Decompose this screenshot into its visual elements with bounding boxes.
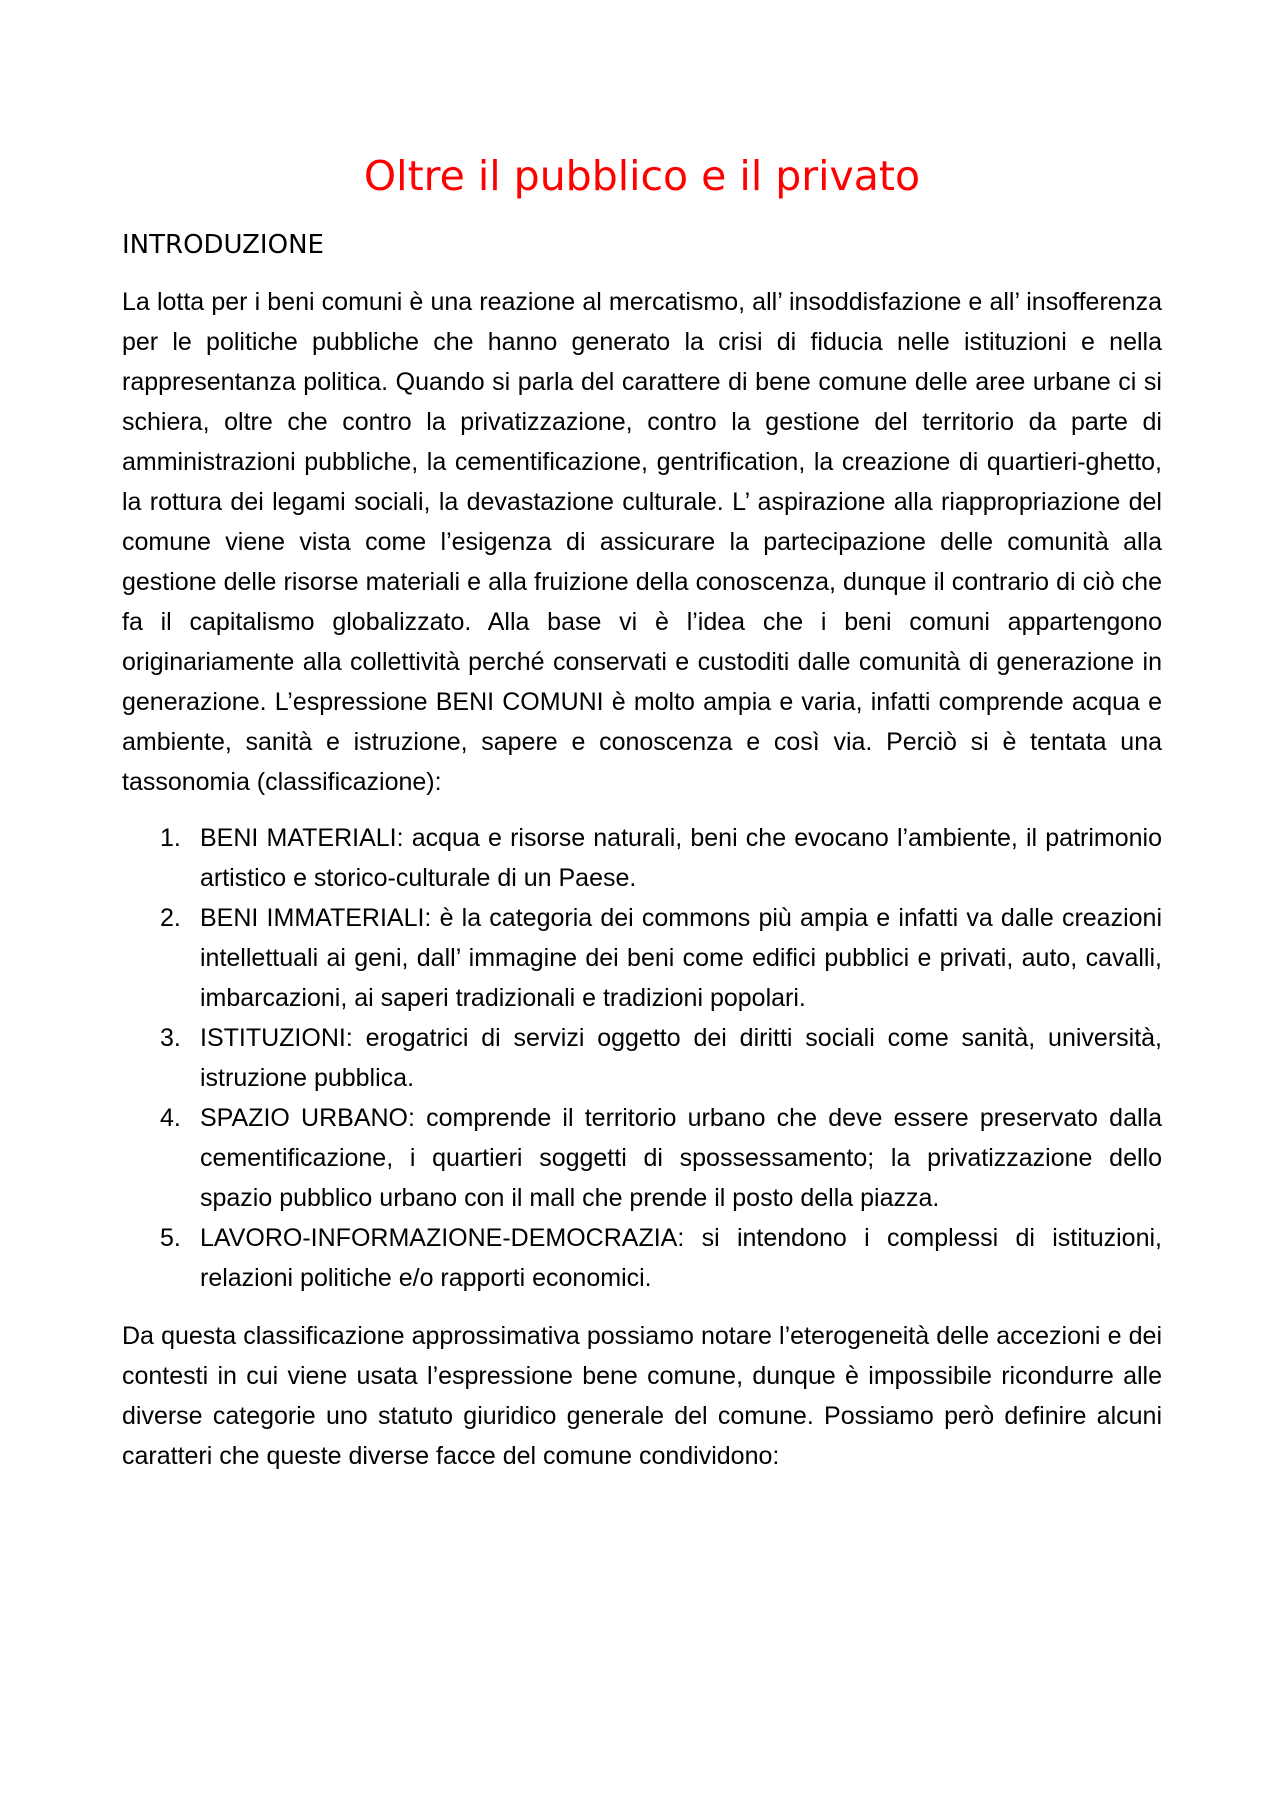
list-item-text: BENI MATERIALI: acqua e risorse naturali, beni che evocano l’ambiente, il patrimonio artistico e storico-culturale di un Paese. <box>200 824 1162 892</box>
list-item-text: BENI IMMATERIALI: è la categoria dei commons più ampia e infatti va dalle creazioni intellettuali ai geni, dall’ immagine dei beni come edifici pubblici e privati, auto, cavalli, imbarcazioni, ai saperi tradizionali e tradizioni popolari. <box>200 904 1162 1012</box>
list-item-number: 5. <box>160 1224 181 1252</box>
closing-paragraph: Da questa classificazione approssimativa possiamo notare l’eterogeneità delle accezioni e dei contesti in cui viene usata l’espressione bene comune, dunque è impossibile ricondurre alle diverse categorie uno statuto giuridico generale del comune. Possiamo però definire alcuni caratteri che queste diverse facce del comune condividono: <box>122 1322 1162 1470</box>
list-item-text: LAVORO-INFORMAZIONE-DEMOCRAZIA: si intendono i complessi di istituzioni, relazioni politiche e/o rapporti economici. <box>200 1224 1162 1292</box>
list-item <box>122 1098 1162 1218</box>
list-item-text: ISTITUZIONI: erogatrici di servizi oggetto dei diritti sociali come sanità, università, istruzione pubblica. <box>200 1024 1162 1092</box>
list-item <box>122 818 1162 898</box>
list-item-text: SPAZIO URBANO: comprende il territorio urbano che deve essere preservato dalla cementificazione, i quartieri soggetti di spossessamento; la privatizzazione dello spazio pubblico urbano con il mall che prende il posto della piazza. <box>200 1104 1162 1212</box>
list-item-number: 3. <box>160 1024 181 1052</box>
section-heading-introduzione: INTRODUZIONE <box>122 230 324 260</box>
taxonomy-list <box>122 818 1162 1298</box>
list-item <box>122 898 1162 1018</box>
document-title: Oltre il pubblico e il privato <box>363 152 921 200</box>
list-item <box>122 1018 1162 1098</box>
document-page <box>122 148 1162 1476</box>
list-item-number: 1. <box>160 824 181 852</box>
intro-paragraph: La lotta per i beni comuni è una reazione al mercatismo, all’ insoddisfazione e all’ insofferenza per le politiche pubbliche che hanno generato la crisi di fiducia nelle istituzioni e nella rappresentanza politica. Quando si parla del carattere di bene comune delle aree urbane ci si schiera, oltre che contro la privatizzazione, contro la gestione del territorio da parte di amministrazioni pubbliche, la cementificazione, gentrification, la creazione di quartieri-ghetto, la rottura dei legami sociali, la devastazione culturale. L’ aspirazione alla riappropriazione del comune viene vista come l’esigenza di assicurare la partecipazione delle comunità alla gestione delle risorse materiali e alla fruizione della conoscenza, dunque il contrario di ciò che fa il capitalismo globalizzato. Alla base vi è l’idea che i beni comuni appartengono originariamente alla collettività perché conservati e custoditi dalle comunità di generazione in generazione. L’espressione BENI COMUNI è molto ampia e varia, infatti comprende acqua e ambiente, sanità e istruzione, sapere e conoscenza e così via. Perciò si è tentata una tassonomia (classificazione): <box>122 288 1162 796</box>
list-item-number: 4. <box>160 1104 181 1132</box>
list-item-number: 2. <box>160 904 181 932</box>
list-item <box>122 1218 1162 1298</box>
